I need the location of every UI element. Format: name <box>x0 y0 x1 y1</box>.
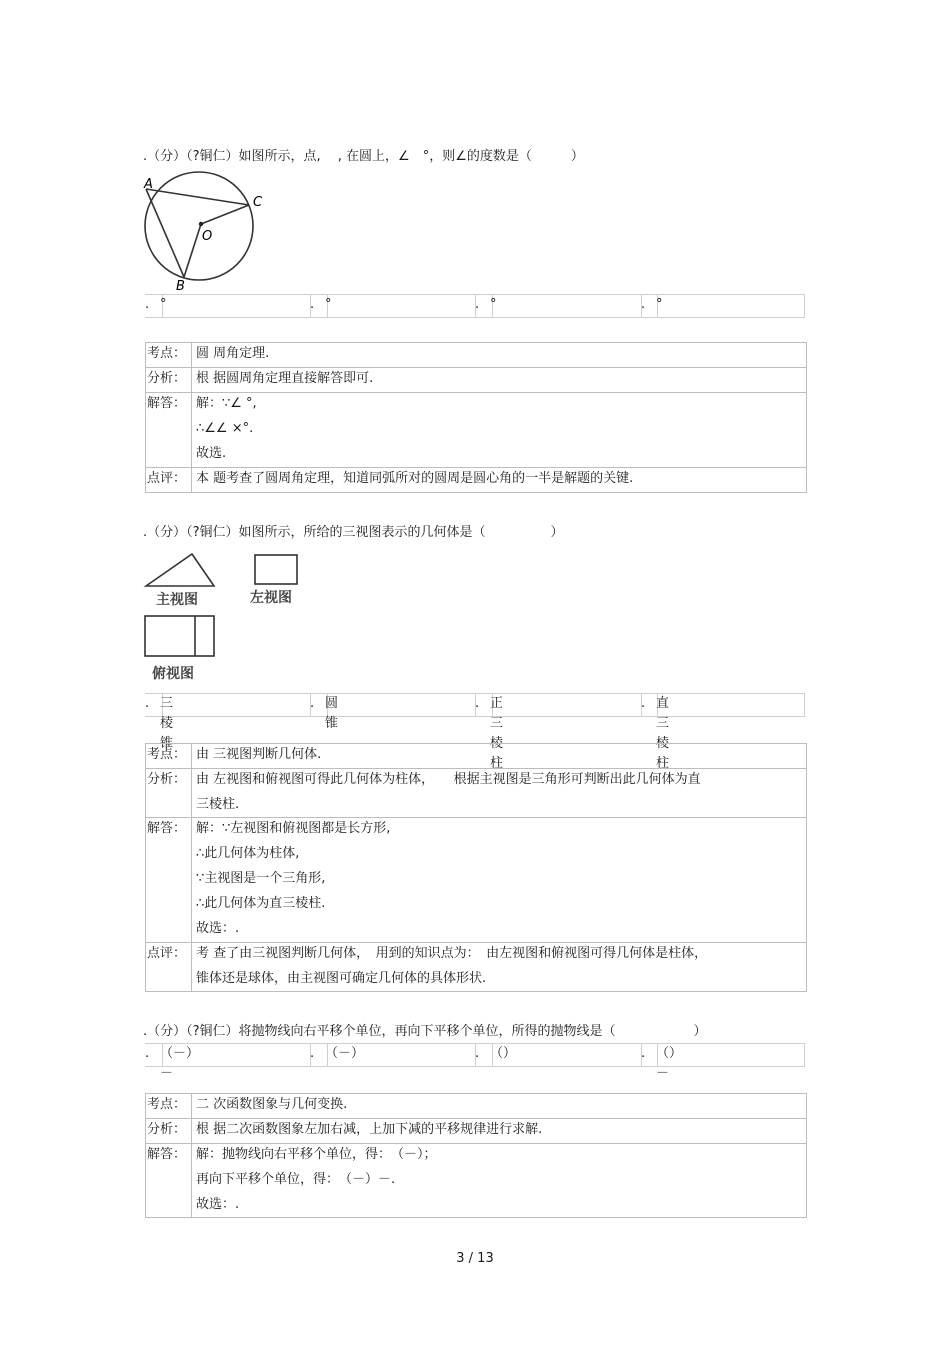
label-a: A <box>144 177 153 192</box>
q1-fenxi-row: 分析： 根 据圆周角定理直接解答即可. <box>145 367 807 393</box>
q2-fenxi-row: 分析： 由 左视图和俯视图可得此几何体为柱体， 根据主视图是三角形可判断出此几何体为直 三棱柱. <box>145 768 807 818</box>
top-view-label: 俯视图 <box>152 666 194 682</box>
q1-stem: .（分）（?铜仁）如图所示，点, , 在圆上，∠ °，则∠的度数是（ ） <box>143 149 584 164</box>
q2-stem: .（分）（?铜仁）如图所示，所给的三视图表示的几何体是（ ） <box>143 525 564 540</box>
q1-dianping-row: 点评： 本 题考查了圆周角定理，知道同弧所对的圆周是圆心角的一半是解题的关键. <box>145 467 807 493</box>
q1-kaodian-row: 考点： 圆 周角定理. <box>145 342 807 368</box>
q3-options: . （－）－ . （－） . （） . （）－ <box>145 1043 805 1067</box>
q3-fenxi-row: 分析： 根 据二次函数图象左加右减，上加下减的平移规律进行求解. <box>145 1118 807 1144</box>
segment-co <box>201 205 249 224</box>
q1-options: . ° . ° . ° . ° <box>145 294 805 318</box>
page-number: 3 / 13 <box>456 1251 494 1266</box>
q1-jieda-row: 解答： 解：∵∠ °, ∴∠∠ ×°. 故选. <box>145 392 807 468</box>
label-c: C <box>253 195 263 210</box>
center-point-o <box>199 222 203 226</box>
q3-kaodian-row: 考点： 二 次函数图象与几何变换. <box>145 1093 807 1119</box>
q2-options: . 三 棱锥 . 圆锥 . 正 三棱柱 . 直 三棱柱 <box>145 693 805 717</box>
segment-ac <box>146 189 249 205</box>
label-o: O <box>202 229 213 244</box>
label-b: B <box>176 279 185 293</box>
top-view-rect <box>145 616 214 656</box>
left-view-rect <box>255 555 297 584</box>
q3-jieda-row: 解答： 解：抛物线向右平移个单位，得： （－）； 再向下平移个单位，得： （－）－. 故选：. <box>145 1143 807 1218</box>
front-view-triangle <box>146 554 214 586</box>
segment-ob <box>184 224 201 277</box>
q2-jieda-row: 解答： 解：∵左视图和俯视图都是长方形, ∴此几何体为柱体, ∵主视图是一个三角形, ∴此几何体为直三棱柱. 故选：. <box>145 817 807 943</box>
q2-three-view-figure <box>140 548 320 688</box>
segment-ab <box>146 189 184 277</box>
left-view-label: 左视图 <box>250 590 292 606</box>
q3-stem: .（分）（?铜仁）将抛物线向右平移个单位，再向下平移个单位，所得的抛物线是（ ） <box>143 1024 707 1039</box>
q1-circle-figure <box>138 168 273 293</box>
front-view-label: 主视图 <box>156 592 198 608</box>
q2-dianping-row: 点评： 考 查了由三视图判断几何体， 用到的知识点为： 由左视图和俯视图可得几何体是柱体， 锥体还是球体，由主视图可确定几何体的具体形状. <box>145 942 807 992</box>
q2-kaodian-row: 考点： 由 三视图判断几何体. <box>145 743 807 769</box>
